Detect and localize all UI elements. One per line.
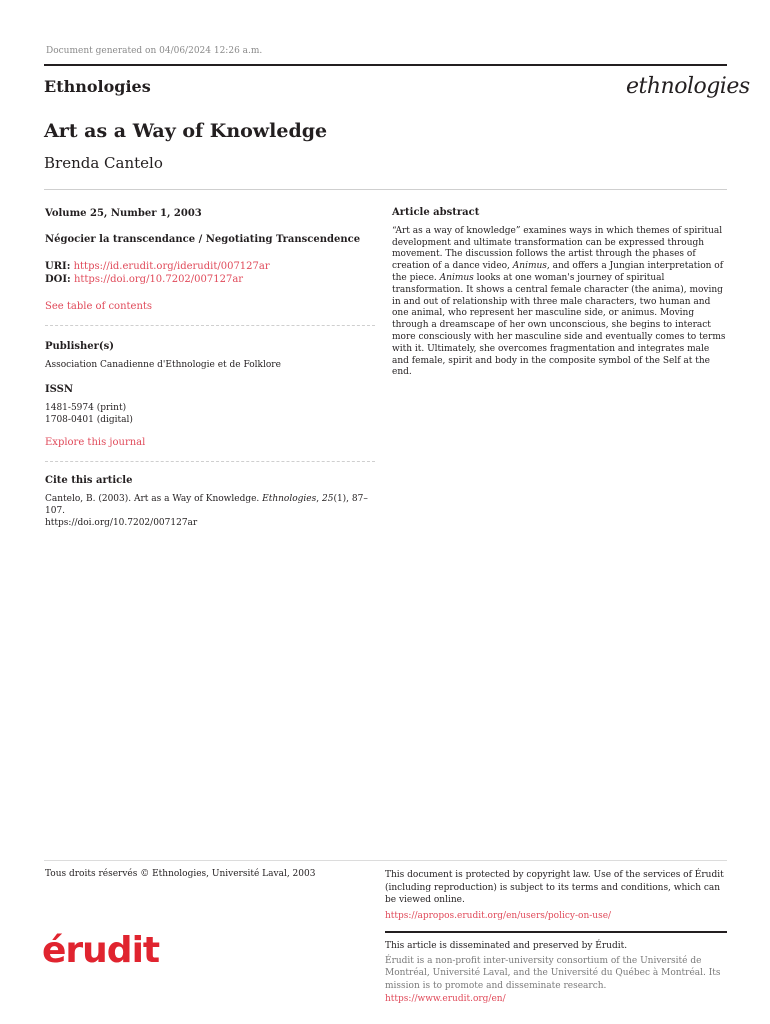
uri-line [45,260,375,273]
rights-statement: Tous droits réservés © Ethnologies, Université Laval, 2003 [45,869,316,879]
dissemination-title: This article is disseminated and preserved by Érudit. [385,941,628,951]
generated-date: Document generated on 04/06/2024 12:26 a.m. [46,46,263,56]
abstract-column [392,207,727,379]
citation-prefix: Cantelo, B. (2003). Art as a Way of Knowledge. [45,494,263,504]
journal-name: Ethnologies [44,77,151,96]
citation-sep: , [316,494,322,504]
policy-link[interactable]: https://apropos.erudit.org/en/users/policy-on-use/ [385,910,612,921]
explore-journal-link[interactable]: Explore this journal [45,437,146,448]
publisher-label: Publisher(s) [45,341,115,352]
issn-print: 1481-5974 (print) [45,403,127,413]
erudit-link[interactable]: https://www.erudit.org/en/ [385,994,506,1004]
journal-logo: ethnologies [626,74,750,99]
erudit-logo: érudit [42,930,160,971]
meta-divider-1 [45,325,375,326]
publisher-name: Association Canadienne d'Ethnologie et de Folklore [45,360,281,370]
abstract-label: Article abstract [392,207,480,218]
article-author: Brenda Cantelo [44,154,163,172]
issn-digital: 1708-0401 (digital) [45,415,133,425]
abstract-italic-1: Animus [512,261,547,272]
citation-doi: https://doi.org/10.7202/007127ar [45,518,198,528]
top-rule [44,64,727,66]
issue-theme: Négocier la transcendance / Negotiating Transcendence [45,234,361,245]
citation-suffix: (1), 87–107. [45,494,368,516]
abstract-part-3: looks at one woman's journey of spiritual transformation. It shows a central female character (the anima), moving in and out of relationship with three male characters, two human and one animal, who represent her masculine side, or animus. Moving through a dreamscape of her own unconscious, she begins to interact more consciously with her masculine side and eventually comes to terms with it. Ultimately, she overcomes fragmentation and integrates male and female, spirit and body in the composite symbol of the Self at the end. [392,272,726,378]
citation-volume: 25 [321,494,334,504]
meta-divider-2 [45,461,375,462]
abstract-part-1: “Art as a way of knowledge” examines ways in which themes of spiritual development and ultimate transformation can be expressed through movement. The discussion follows the artist through the phases of creation of a dance video, [392,225,723,272]
citation [45,493,375,529]
article-title: Art as a Way of Knowledge [44,120,328,142]
abstract-part-2: , and offers a Jungian interpretation of the piece. [392,261,724,283]
header-divider [44,189,727,190]
uri-link[interactable]: https://id.erudit.org/iderudit/007127ar [73,261,270,272]
table-of-contents-link[interactable]: See table of contents [45,301,153,312]
issn-label: ISSN [45,384,74,395]
cite-label: Cite this article [45,475,133,486]
copyright-text: This document is protected by copyright law. Use of the services of Érudit (including reproduction) is subject to its terms and conditions, which can be viewed online. [385,870,724,905]
doi-line [45,273,375,286]
copyright-notice [385,869,727,922]
uri-label: URI: [45,261,71,272]
volume-info: Volume 25, Number 1, 2003 [45,208,202,219]
dissemination-text: Érudit is a non-profit inter-university consortium of the Université de Montréal, Université Laval, and the Université du Québec à Montréal. Its mission is to promote and disseminate research. [385,955,721,991]
dissemination-notice [385,940,727,1006]
citation-journal: Ethnologies [262,494,317,504]
footer-divider [44,860,727,861]
abstract-text [392,226,727,379]
doi-label: DOI: [45,274,71,285]
metadata-column [45,207,375,529]
footer-divider-2 [385,931,727,933]
abstract-italic-2: Animus [439,272,474,283]
doi-link[interactable]: https://doi.org/10.7202/007127ar [73,274,244,285]
